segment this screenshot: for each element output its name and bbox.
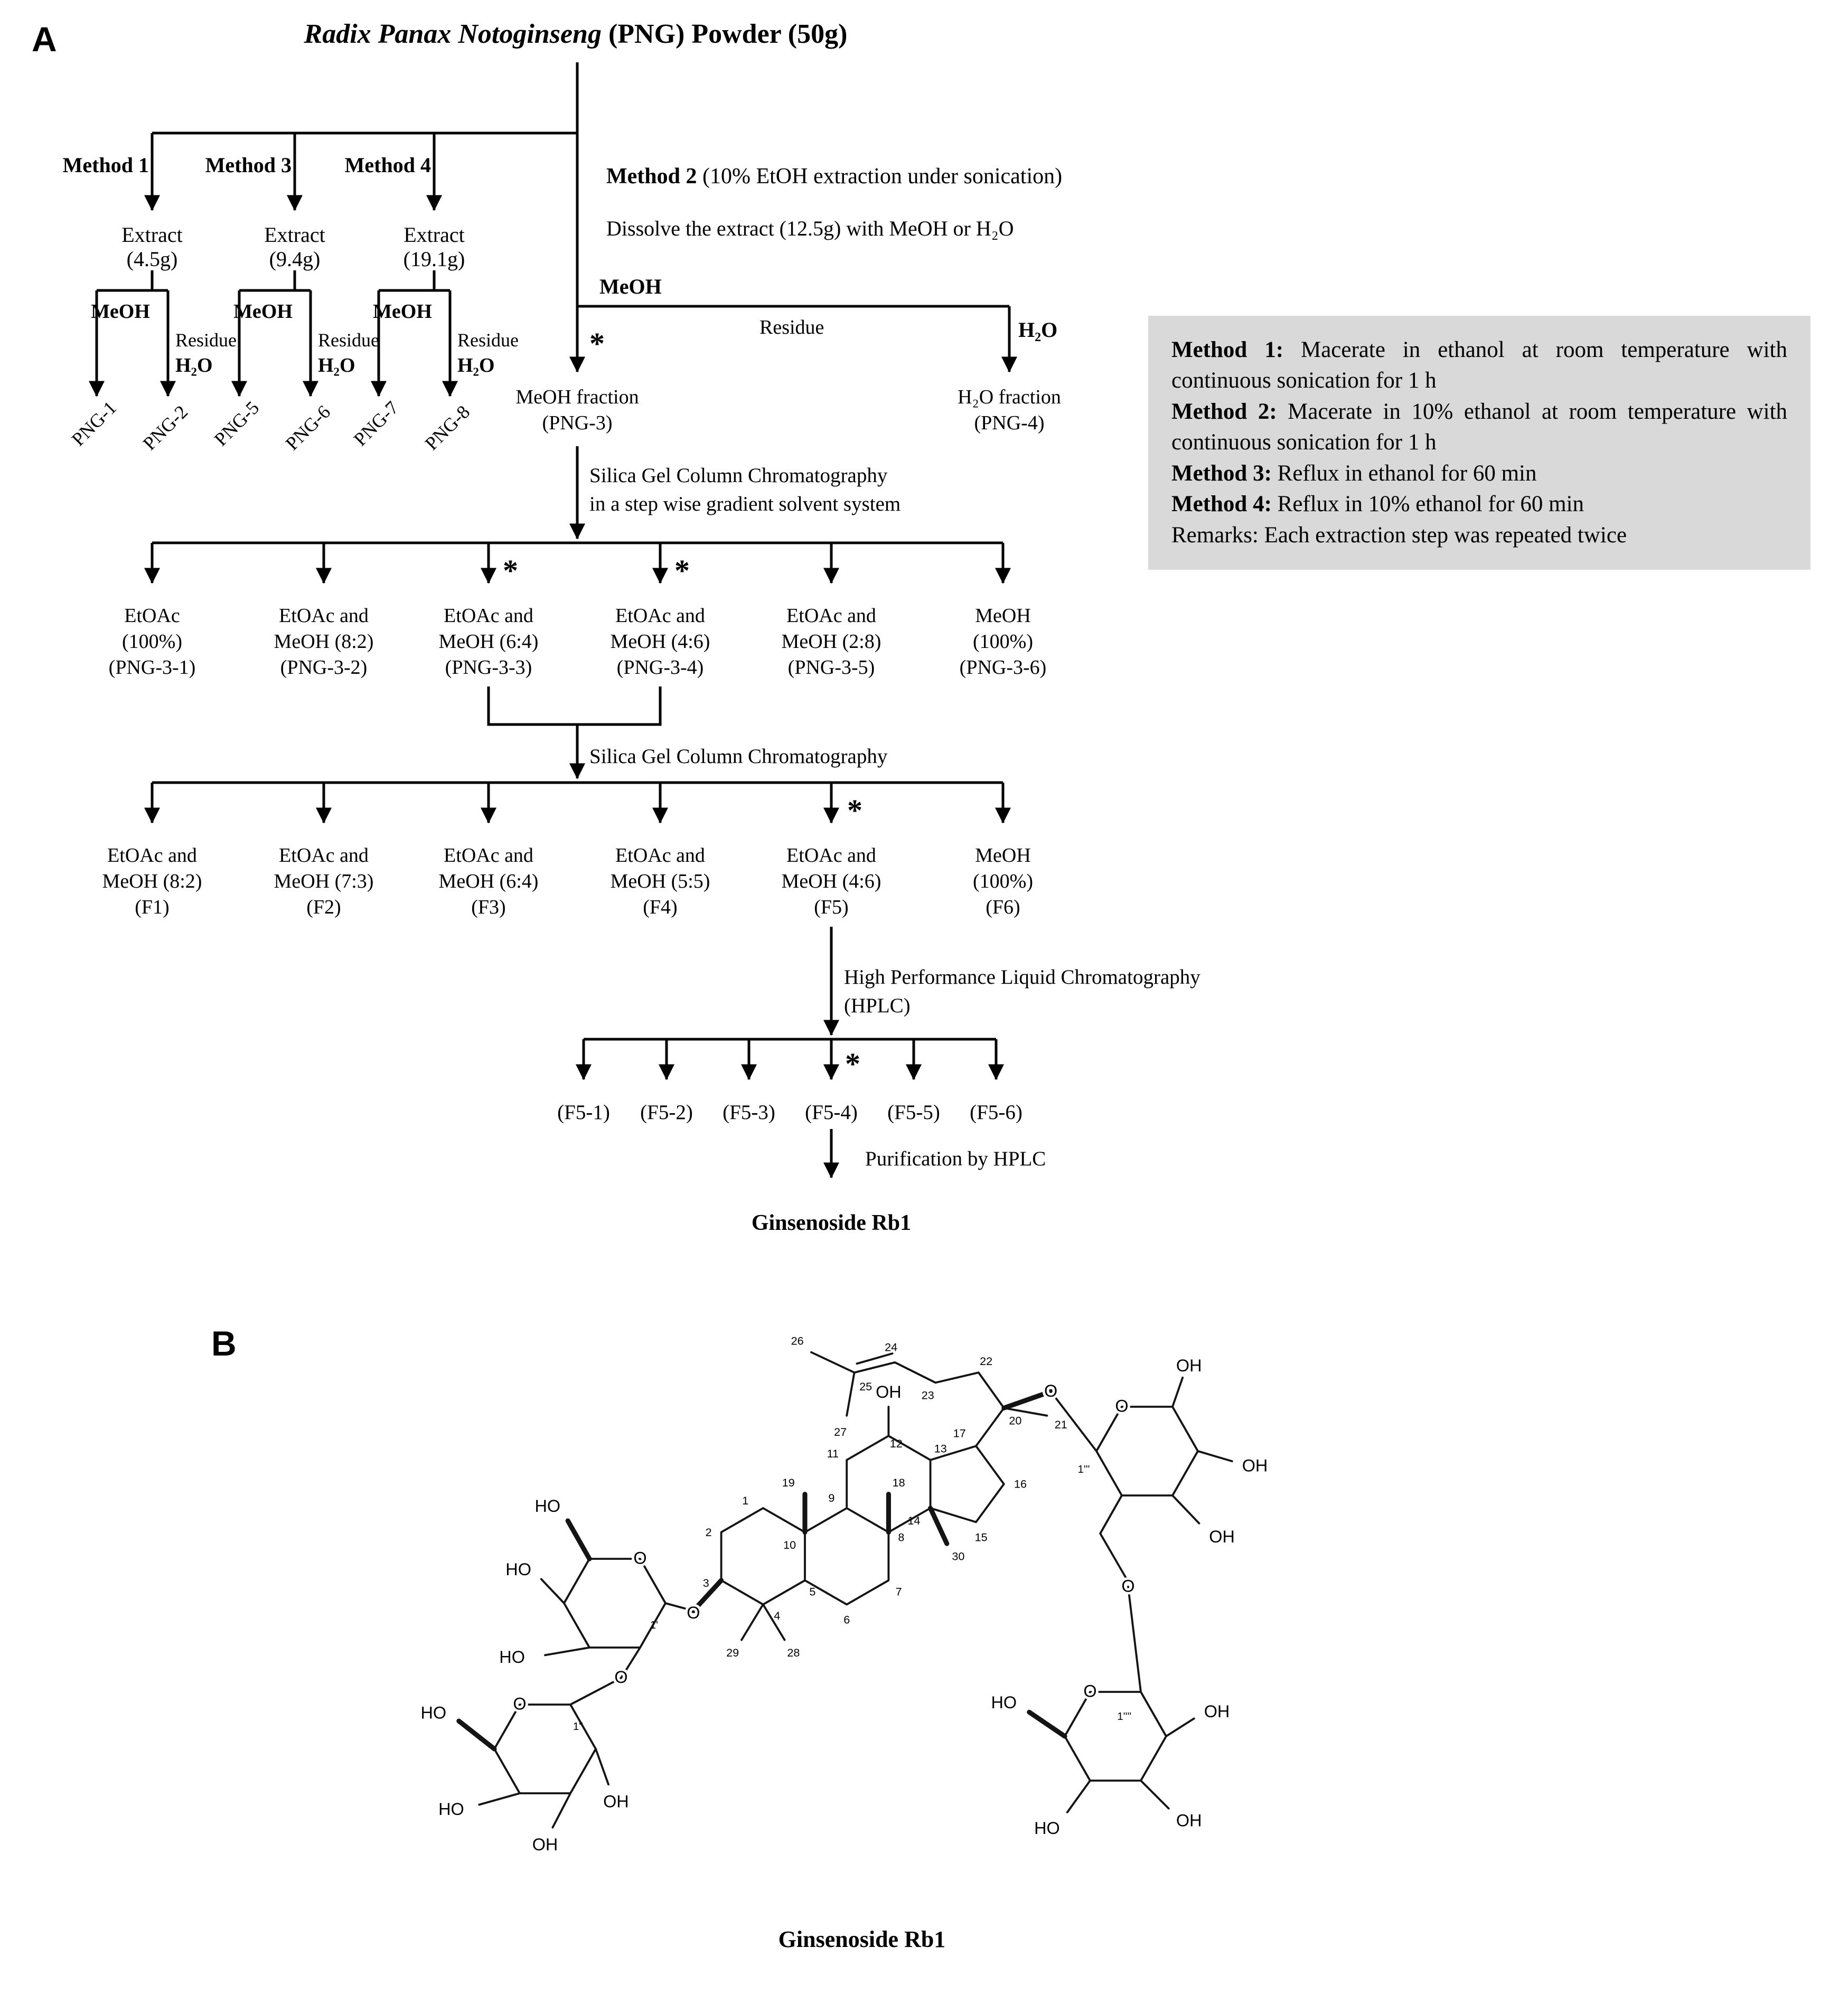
svg-text:20: 20: [1009, 1414, 1022, 1427]
ginsenoside-rb1-structure: [355, 1318, 1369, 1914]
svg-text:1: 1: [742, 1493, 749, 1507]
svg-text:19: 19: [782, 1476, 795, 1490]
asterisk-png-3-3: *: [503, 553, 518, 588]
svg-text:29: 29: [726, 1645, 739, 1659]
residue-label-m3: Residue: [318, 330, 379, 351]
panel-b-label: B: [211, 1324, 237, 1363]
svg-text:30: 30: [952, 1549, 965, 1563]
svg-text:4: 4: [774, 1609, 781, 1623]
molecule-bonds: [479, 1352, 1232, 1828]
residue-label-m4: Residue: [457, 330, 519, 351]
methods-box-entry: Remarks: Each extraction step was repeated twice: [1171, 522, 1627, 548]
extract-method-3: Extract (9.4g): [264, 223, 325, 271]
svg-text:28: 28: [787, 1645, 800, 1659]
fraction-png-3-2: EtOAc and MeOH (8:2) (PNG-3-2): [274, 605, 374, 679]
meoh-fraction-label: MeOH fraction (PNG-3): [515, 386, 639, 434]
svg-text:O: O: [513, 1694, 527, 1714]
meoh-label-m4: MeOH: [373, 300, 432, 323]
asterisk-f5-4: *: [845, 1047, 860, 1081]
meoh-label-m3: MeOH: [233, 300, 293, 323]
silica1-line2: in a step wise gradient solvent system: [589, 493, 901, 515]
product-label: Ginsenoside Rb1: [751, 1211, 912, 1235]
svg-text:23: 23: [921, 1388, 934, 1402]
extract-method-1: Extract (4.5g): [121, 223, 183, 271]
water-label-m4: H₂O: [457, 354, 495, 377]
fraction-png-3-1: EtOAc (100%) (PNG-3-1): [108, 605, 196, 679]
svg-text:1'''': 1'''': [1117, 1710, 1132, 1723]
png-2-label: PNG-2: [138, 401, 192, 455]
svg-text:18: 18: [892, 1476, 905, 1490]
svg-text:OH: OH: [1176, 1356, 1202, 1375]
svg-text:27: 27: [834, 1425, 847, 1439]
flow-title: [174, 21, 977, 47]
molecule-position-labels: [573, 1464, 1131, 1733]
water-label-m1: H₂O: [175, 354, 213, 377]
svg-text:13: 13: [934, 1442, 947, 1455]
method-4-label: Method 4: [344, 153, 431, 177]
fraction-f5-5: (F5-5): [887, 1101, 940, 1124]
fraction-f5-3: (F5-3): [723, 1101, 775, 1124]
svg-text:OH: OH: [1209, 1527, 1235, 1546]
method-2-heading: Method 2 (10% EtOH extraction under sonication): [606, 164, 1063, 189]
fraction-f5: EtOAc and MeOH (4:6) (F5): [781, 844, 881, 918]
svg-text:22: 22: [980, 1354, 993, 1368]
svg-text:OH: OH: [532, 1835, 558, 1854]
svg-text:HO: HO: [534, 1497, 561, 1516]
svg-text:1''': 1''': [1077, 1463, 1090, 1475]
svg-text:O: O: [633, 1548, 647, 1568]
svg-text:10: 10: [783, 1538, 796, 1551]
svg-text:2: 2: [705, 1525, 712, 1539]
fraction-png-3-3: EtOAc and MeOH (6:4) (PNG-3-3): [438, 605, 539, 679]
dissolve-note: Dissolve the extract (12.5g) with MeOH or H₂O: [606, 217, 1014, 240]
silica2-label: Silica Gel Column Chromatography: [589, 745, 888, 768]
asterisk-png-3-4: *: [674, 553, 690, 588]
fraction-f5-2: (F5-2): [640, 1101, 693, 1124]
svg-text:16: 16: [1014, 1477, 1027, 1491]
methods-box-entry: Method 3: Reflux in ethanol for 60 min: [1171, 460, 1537, 486]
svg-text:9: 9: [828, 1491, 835, 1504]
molecule-bold-bonds: [459, 1388, 1065, 1749]
methods-description-box: [1148, 316, 1811, 570]
svg-text:14: 14: [907, 1514, 921, 1528]
svg-text:12: 12: [889, 1436, 903, 1450]
methods-box-entry: Method 1: Macerate in ethanol at room temperature with continuous sonication for 1 h: [1171, 337, 1787, 393]
svg-text:26: 26: [791, 1334, 804, 1348]
png-5-label: PNG-5: [210, 397, 264, 450]
hplc-line1: High Performance Liquid Chromatography: [844, 966, 1200, 989]
svg-text:O: O: [1083, 1681, 1097, 1701]
svg-text:HO: HO: [1034, 1818, 1060, 1838]
panel-a-label: A: [32, 20, 57, 59]
png-8-label: PNG-8: [420, 401, 474, 455]
water-label-m2: H₂O: [1018, 318, 1058, 342]
fraction-f5-4: (F5-4): [805, 1101, 858, 1124]
fraction-f5-1: (F5-1): [557, 1101, 610, 1124]
svg-text:5: 5: [809, 1585, 816, 1598]
svg-text:O: O: [1044, 1381, 1058, 1400]
svg-text:17: 17: [953, 1426, 966, 1440]
svg-text:O: O: [614, 1668, 628, 1687]
purification-label: Purification by HPLC: [865, 1147, 1046, 1170]
water-label-m3: H₂O: [318, 354, 355, 377]
meoh-label-m2: MeOH: [599, 275, 662, 298]
svg-text:OH: OH: [1242, 1456, 1268, 1475]
fraction-png-3-4: EtOAc and MeOH (4:6) (PNG-3-4): [610, 605, 710, 679]
svg-text:25: 25: [859, 1379, 873, 1393]
svg-text:3: 3: [702, 1576, 709, 1589]
svg-text:OH: OH: [876, 1382, 902, 1402]
svg-text:HO: HO: [420, 1703, 447, 1723]
asterisk-f5: *: [847, 793, 862, 827]
svg-text:6: 6: [843, 1613, 850, 1626]
fraction-f4: EtOAc and MeOH (5:5) (F4): [610, 844, 710, 918]
svg-text:15: 15: [974, 1530, 988, 1544]
svg-text:8: 8: [898, 1530, 905, 1544]
method-3-label: Method 3: [205, 153, 292, 177]
svg-text:1': 1': [650, 1620, 659, 1631]
method-1-label: Method 1: [62, 153, 149, 177]
svg-text:HO: HO: [505, 1560, 531, 1579]
svg-text:O: O: [1115, 1396, 1129, 1416]
svg-text:O: O: [1121, 1576, 1135, 1596]
flow-title-rest: (PNG) Powder (50g): [601, 19, 848, 49]
water-fraction-label: H₂O fraction (PNG-4): [958, 386, 1061, 434]
flow-title-italic: Radix Panax Notoginseng: [304, 19, 602, 49]
svg-text:O: O: [687, 1603, 700, 1622]
structure-caption: Ginsenoside Rb1: [778, 1926, 946, 1952]
extract-method-4: Extract (19.1g): [403, 223, 465, 271]
svg-text:OH: OH: [1176, 1811, 1202, 1830]
silica1-line1: Silica Gel Column Chromatography: [589, 464, 888, 487]
svg-text:HO: HO: [991, 1693, 1017, 1712]
methods-box-entry: Method 2: Macerate in 10% ethanol at room temperature with continuous sonication for 1 h: [1171, 399, 1788, 455]
svg-text:21: 21: [1054, 1417, 1067, 1431]
asterisk-png3: *: [589, 326, 605, 361]
svg-text:1'': 1'': [573, 1721, 583, 1733]
hplc-line2: (HPLC): [844, 994, 911, 1017]
svg-text:24: 24: [885, 1340, 898, 1354]
png-7-label: PNG-7: [349, 397, 403, 450]
meoh-label-m1: MeOH: [91, 300, 150, 323]
fraction-png-3-6: MeOH (100%) (PNG-3-6): [959, 605, 1047, 679]
png-1-label: PNG-1: [67, 397, 121, 450]
residue-label-m1: Residue: [175, 330, 237, 351]
fraction-f6: MeOH (100%) (F6): [973, 844, 1033, 918]
svg-text:HO: HO: [499, 1647, 525, 1667]
fraction-png-3-5: EtOAc and MeOH (2:8) (PNG-3-5): [781, 605, 881, 679]
svg-text:HO: HO: [438, 1799, 464, 1819]
fraction-f1: EtOAc and MeOH (8:2) (F1): [102, 844, 202, 918]
residue-label-m2: Residue: [759, 316, 824, 338]
fraction-f3: EtOAc and MeOH (6:4) (F3): [438, 844, 539, 918]
svg-text:OH: OH: [1204, 1702, 1230, 1721]
svg-text:7: 7: [895, 1585, 902, 1598]
fraction-f2: EtOAc and MeOH (7:3) (F2): [274, 844, 374, 918]
png-6-label: PNG-6: [281, 401, 335, 455]
fraction-f5-6: (F5-6): [970, 1101, 1023, 1124]
svg-text:OH: OH: [603, 1792, 629, 1811]
svg-text:11: 11: [827, 1447, 839, 1460]
methods-box-entry: Method 4: Reflux in 10% ethanol for 60 min: [1171, 492, 1584, 517]
